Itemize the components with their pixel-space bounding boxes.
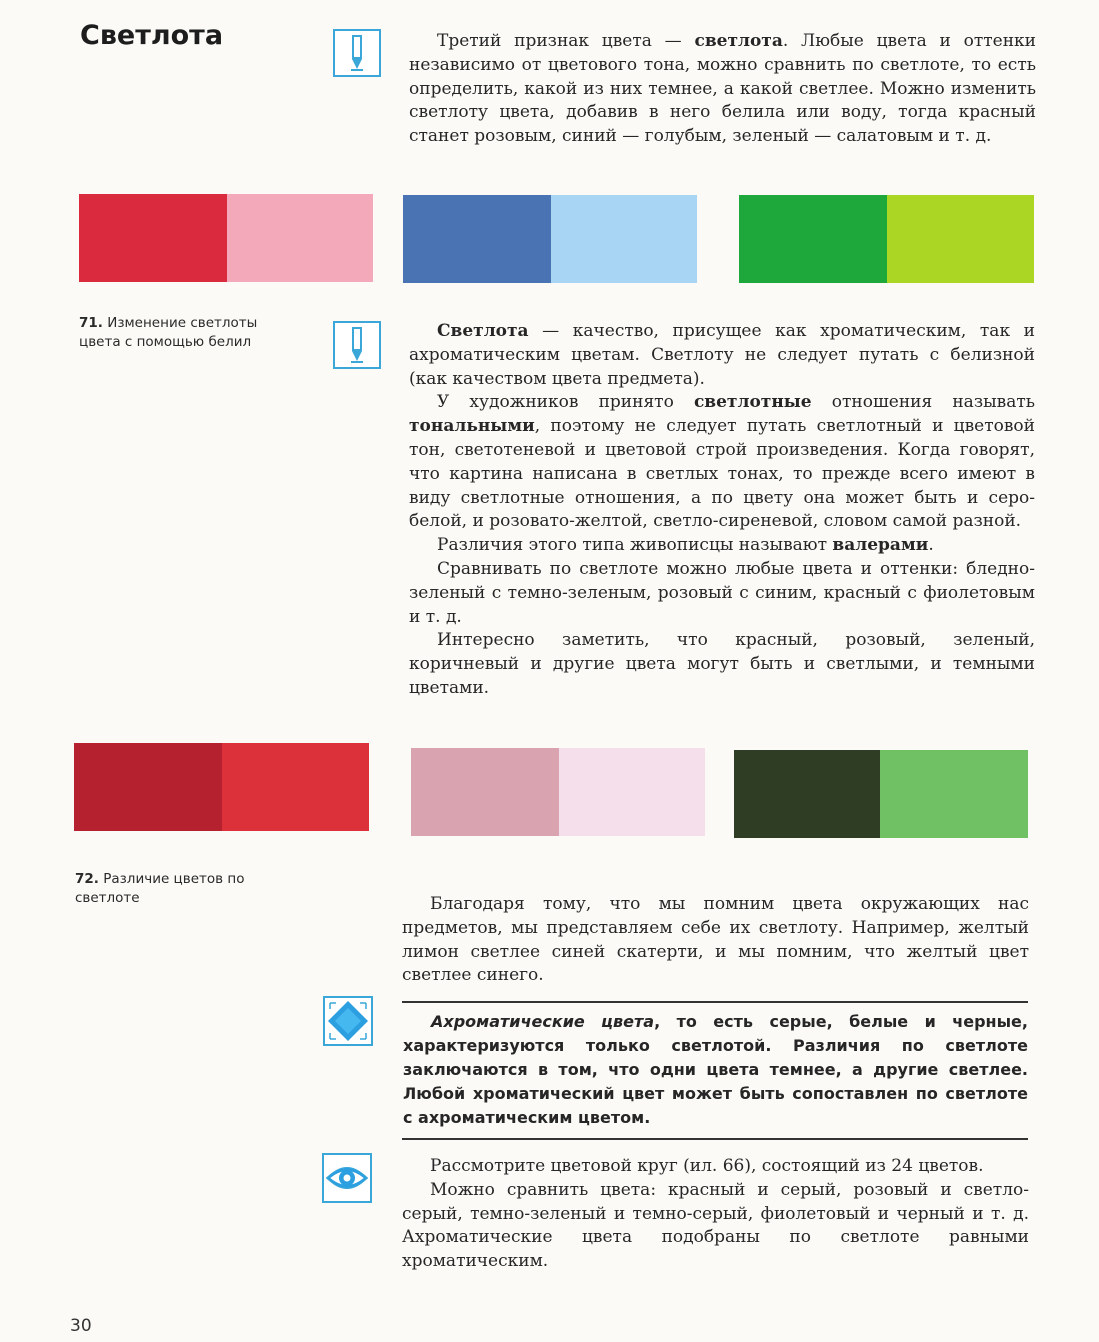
rule-divider-bottom xyxy=(402,1138,1028,1140)
paragraph-5-text: Интересно заметить, что красный, розовый, зеленый, коричневый и другие цвета могут быть и светлыми, и темными цветами. xyxy=(409,630,1035,698)
memory-colors-paragraph xyxy=(402,893,1029,988)
bold-term-lightness: Светлота xyxy=(437,321,529,341)
paragraph-2 xyxy=(409,391,1035,534)
swatch-red xyxy=(222,743,369,831)
figure-72-caption-text: Различие цветов по светлоте xyxy=(75,871,245,906)
swatch-pale-pink xyxy=(559,748,705,836)
paragraph-2-text-2: отношения называть xyxy=(811,392,1035,413)
task-paragraph-2 xyxy=(402,1179,1029,1274)
section-lightness-text xyxy=(409,320,1035,701)
pencil-icon xyxy=(333,29,381,77)
memory-colors-text: Благодаря тому, что мы помним цвета окружающих нас предметов, мы представляем себе их светлоту. Например, желтый лимон светлее синей скатерти, и мы помним, что желтый цвет светлее синего. xyxy=(402,894,1029,986)
paragraph-3-end: . xyxy=(928,535,934,556)
swatch-light-blue xyxy=(551,195,697,283)
figure-71-caption-text: Изменение светлоты цвета с помощью белил xyxy=(79,315,258,350)
achromatic-rule-block xyxy=(403,1010,1028,1130)
diamond-rule-icon xyxy=(323,996,373,1046)
swatch-dusty-pink xyxy=(411,748,559,836)
swatch-light-green xyxy=(880,750,1028,838)
bold-term-lightness-relations: светлотные xyxy=(693,392,812,413)
swatch-dark-red xyxy=(74,743,222,831)
achromatic-rule-text: , то есть серые, белые и черные, характеризуются только светлотой. Различия по светлоте заключаются в том, что одни цвета темнее, а другие светлее. Любой хроматический цвет может быть сопоставлен по светлоте с ахроматическим цветом. xyxy=(403,1012,1028,1127)
swatch-blue xyxy=(403,195,551,283)
page-title: Светлота xyxy=(80,20,224,51)
swatch-green xyxy=(739,195,887,283)
intro-bold-term: светлота xyxy=(694,31,783,51)
intro-text-1: Третий признак цвета — xyxy=(437,31,695,51)
paragraph-3-text: Различия этого типа живописцы называют xyxy=(437,535,833,556)
paragraph-4-text: Сравнивать по светлоте можно любые цвета и оттенки: бледно-зеленый с темно-зеленым, розовый с синим, красный с фиолетовым и т. д. xyxy=(409,558,1035,627)
intro-text-2: . Любые цвета и оттенки независимо от цветового тона, можно сравнить по светлоте, то есть определить, какой из них темнее, а какой светлее. Можно изменить светлоту цвета, добавив в него белила или воду, тогда красный станет розовым, синий — голубым, зеленый — салатовым и т. д. xyxy=(409,31,1036,147)
figure-71-caption xyxy=(79,314,299,352)
pencil-icon xyxy=(333,321,381,369)
bold-term-valeurs: валерами xyxy=(832,535,929,556)
eye-icon xyxy=(322,1153,372,1203)
figure-72-number: 72. xyxy=(75,871,99,887)
task-text-2: Можно сравнить цвета: красный и серый, розовый и светло-серый, темно-зеленый и темно-серый, фиолетовый и черный и т. д. Ахроматические цвета подобраны по светлоте равными хроматическим. xyxy=(402,1179,1029,1272)
task-text-1: Рассмотрите цветовой круг (ил. 66), состоящий из 24 цветов. xyxy=(430,1156,984,1176)
paragraph-2-text-1: У художников принято xyxy=(437,392,694,413)
swatch-pink xyxy=(227,194,373,282)
paragraph-3 xyxy=(409,534,1035,558)
swatch-yellow-green xyxy=(887,195,1034,283)
task-paragraph-1 xyxy=(402,1155,1029,1179)
figure-71-number: 71. xyxy=(79,315,103,331)
swatch-dark-green xyxy=(734,750,880,838)
paragraph-1 xyxy=(409,320,1035,391)
paragraph-4 xyxy=(409,558,1035,629)
bold-term-tonal: тональными xyxy=(409,416,535,437)
page-number: 30 xyxy=(70,1316,92,1336)
rule-divider-top xyxy=(402,1001,1028,1003)
paragraph-1-text: — качество, присущее как хроматическим, так и ахроматическим цветам. Светлоту не следует путать с белизной (как качеством цвета предмета). xyxy=(409,321,1035,389)
paragraph-5 xyxy=(409,629,1035,700)
swatch-red xyxy=(79,194,227,282)
intro-paragraph xyxy=(409,30,1036,149)
achromatic-term: Ахроматические цвета xyxy=(431,1012,655,1031)
figure-72-caption xyxy=(75,870,295,908)
task-block xyxy=(402,1155,1029,1274)
paragraph-2-text-3: , поэтому не следует путать светлотный и цветовой тон, светотеневой и цветовой строй произведения. Когда говорят, что картина написана в светлых тонах, то прежде всего имеют в виду светлотные отношения, а по цвету она может быть и серо-белой, и розовато-желтой, светло-сиреневой, словом самой разной. xyxy=(409,416,1035,532)
